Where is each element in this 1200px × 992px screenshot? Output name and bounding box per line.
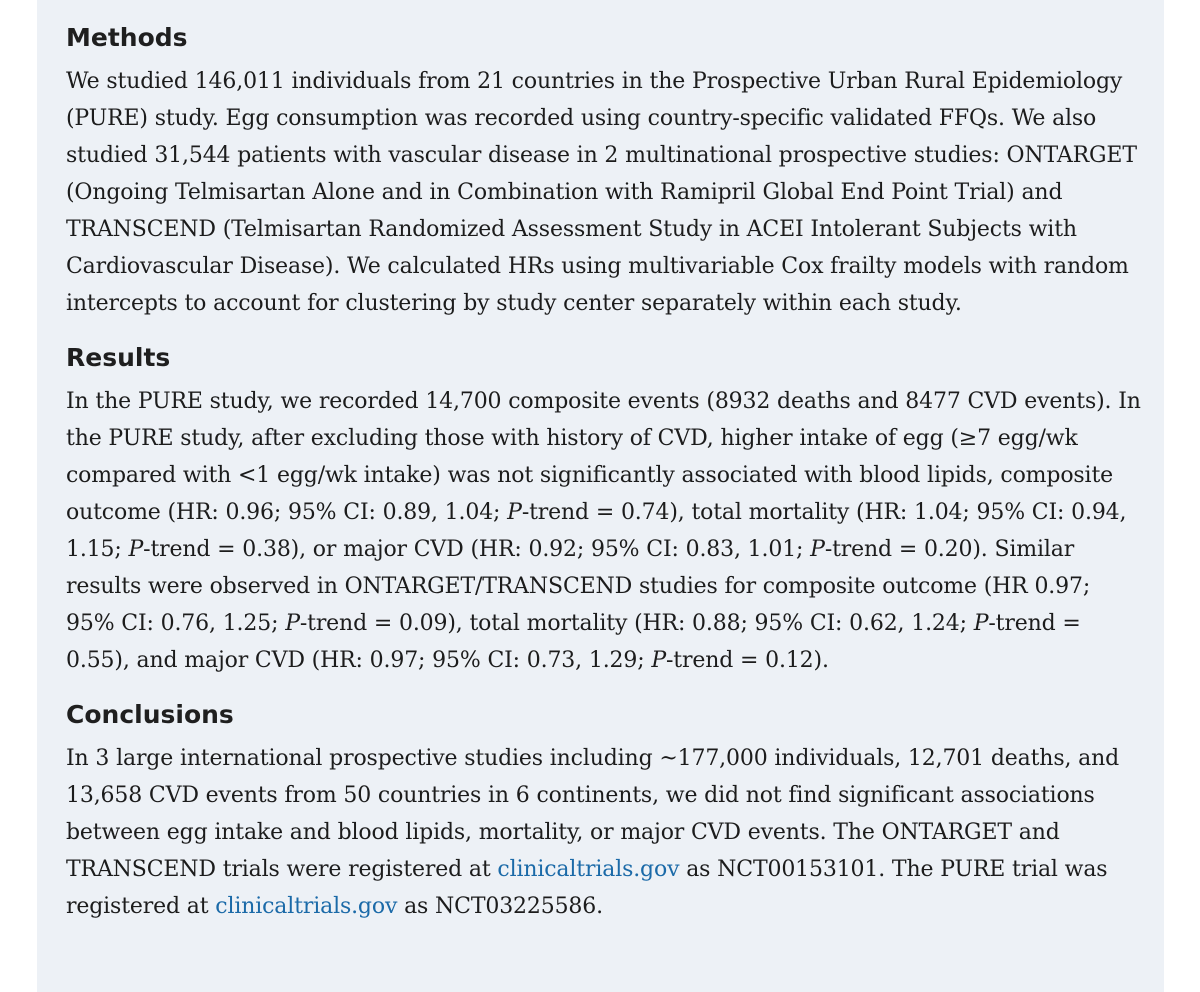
methods-section (66, 20, 1141, 322)
results-text: -trend = 0.20). Similar results were observed in ONTARGET/TRANSCEND studies for composite outcome (HR 0.97; 95% CI: 0.76, 1.25; (66, 537, 1091, 636)
results-text: -trend = 0.74), total mortality (HR: 1.04; 95% CI: 0.94, 1.15; (66, 500, 1127, 562)
methods-paragraph: We studied 146,011 individuals from 21 countries in the Prospective Urban Rural Epidemiology (PURE) study. Egg consumption was recorded using country-specific validated FFQs. We also studied 31,544 patients with vascular disease in 2 multinational prospective studies: ONTARGET (Ongoing Telmisartan Alone and in Combination with Ramipril Global End Point Trial) and TRANSCEND (Telmisartan Randomized Assessment Study in ACEI Intolerant Subjects with Cardiovascular Disease). We calculated HRs using multivariable Cox frailty models with random intercepts to account for clustering by study center separately within each study. (66, 69, 1137, 316)
results-heading: Results (66, 343, 171, 372)
p-value-symbol: P (128, 537, 144, 562)
conclusions-paragraph (66, 740, 1141, 925)
p-value-symbol: P (810, 537, 825, 562)
results-paragraph (66, 383, 1141, 679)
conclusions-text: as NCT00153101. The PURE trial was registered at (66, 857, 1108, 919)
conclusions-heading: Conclusions (66, 700, 234, 729)
p-value-symbol: P (285, 611, 300, 636)
p-value-symbol: P (651, 648, 666, 673)
conclusions-text: as NCT03225586. (397, 894, 603, 919)
clinicaltrials-link[interactable]: clinicaltrials.gov (497, 857, 680, 882)
conclusions-section (66, 697, 1141, 925)
abstract-content (66, 20, 1141, 925)
methods-heading: Methods (66, 23, 188, 52)
results-section (66, 340, 1141, 679)
conclusions-text: In 3 large international prospective studies including ~177,000 individuals, 12,701 deaths, and 13,658 CVD events from 50 countries in 6 continents, we did not find significant associations between egg intake and blood lipids, mortality, or major CVD events. The ONTARGET and TRANSCEND trials were registered at (66, 746, 1120, 882)
results-text: -trend = 0.38), or major CVD (HR: 0.92; 95% CI: 0.83, 1.01; (143, 537, 811, 562)
p-value-symbol: P (507, 500, 522, 525)
p-value-symbol: P (973, 611, 989, 636)
clinicaltrials-link[interactable]: clinicaltrials.gov (215, 894, 398, 919)
results-text: -trend = 0.09), total mortality (HR: 0.88; 95% CI: 0.62, 1.24; (299, 611, 974, 636)
results-text: In the PURE study, we recorded 14,700 composite events (8932 deaths and 8477 CVD events). In the PURE study, after excluding those with history of CVD, higher intake of egg (≥7 egg/wk compared with <1 egg/wk intake) was not significantly associated with blood lipids, composite outcome (HR: 0.96; 95% CI: 0.89, 1.04; (66, 389, 1141, 525)
abstract-panel (37, 0, 1164, 992)
results-text: -trend = 0.55), and major CVD (HR: 0.97; 95% CI: 0.73, 1.29; (66, 611, 1081, 673)
results-text: -trend = 0.12). (666, 648, 829, 673)
